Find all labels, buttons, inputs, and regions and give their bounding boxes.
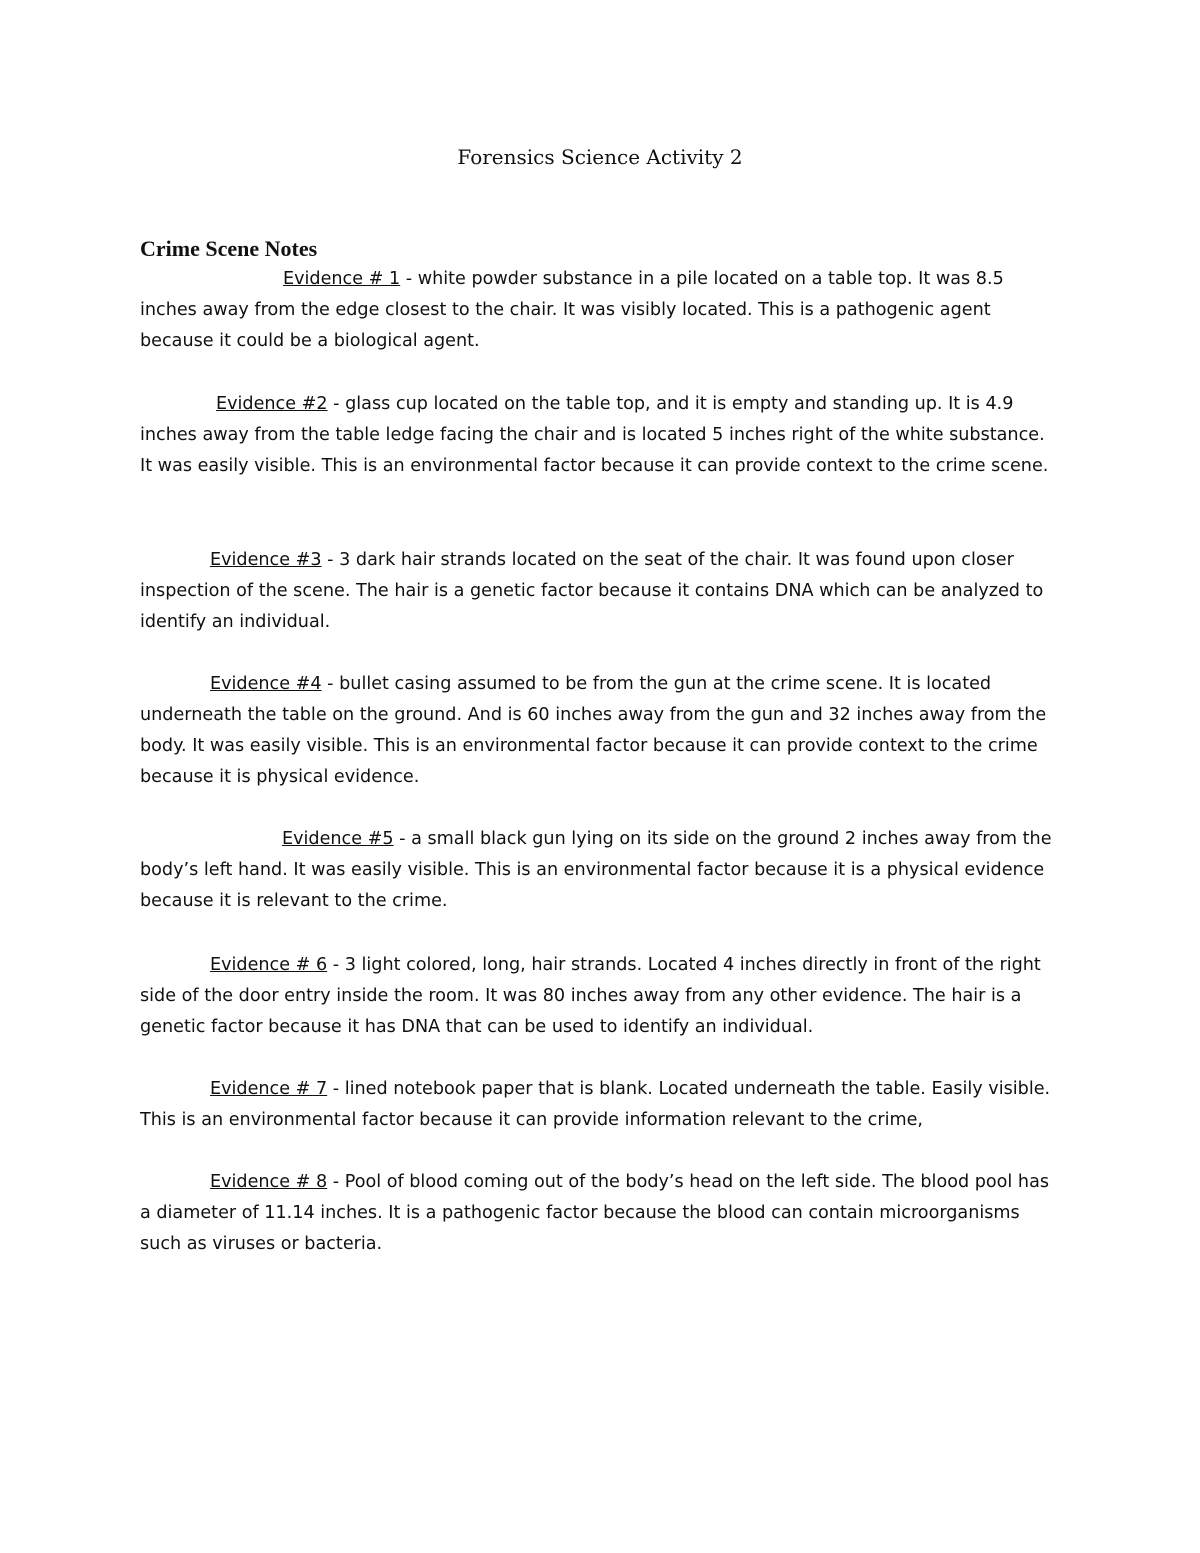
evidence-text-2: - glass cup located on the table top, and it is empty and standing up. It is 4.9 inches away from the table ledge facing the chair and is located 5 inches right of the white substance. It was easily visible. This is an environmental factor because it can provide context to the crime scene. xyxy=(140,394,1049,476)
evidence-paragraph-2 xyxy=(140,389,1060,482)
evidence-label-1: Evidence # 1 xyxy=(283,269,401,289)
evidence-label-4: Evidence #4 xyxy=(210,674,322,694)
evidence-paragraph-4 xyxy=(140,669,1060,793)
evidence-paragraph-8 xyxy=(140,1167,1060,1260)
section-heading: Crime Scene Notes xyxy=(140,236,318,261)
evidence-paragraph-6 xyxy=(140,950,1060,1043)
evidence-text-4: - bullet casing assumed to be from the gun at the crime scene. It is located underneath the table on the ground. And is 60 inches away from the gun and 32 inches away from the body. It was easily visible. This is an environmental factor because it can provide context to the crime because it is physical evidence. xyxy=(140,674,1047,787)
evidence-text-3: - 3 dark hair strands located on the seat of the chair. It was found upon closer inspection of the scene. The hair is a genetic factor because it contains DNA which can be analyzed to identify an individual. xyxy=(140,550,1044,632)
evidence-text-8: - Pool of blood coming out of the body’s head on the left side. The blood pool has a diameter of 11.14 inches. It is a pathogenic factor because the blood can contain microorganisms such as viruses or bacteria. xyxy=(140,1172,1050,1254)
evidence-text-1: - white powder substance in a pile located on a table top. It was 8.5 inches away from the edge closest to the chair. It was visibly located. This is a pathogenic agent because it could be a biological agent. xyxy=(140,269,1004,351)
evidence-label-3: Evidence #3 xyxy=(210,550,322,570)
evidence-paragraph-1 xyxy=(140,264,1060,357)
evidence-label-2: Evidence #2 xyxy=(216,394,328,414)
evidence-text-7: - lined notebook paper that is blank. Located underneath the table. Easily visible. This is an environmental factor because it can provide information relevant to the crime, xyxy=(140,1079,1051,1130)
evidence-paragraph-7 xyxy=(140,1074,1060,1136)
evidence-label-5: Evidence #5 xyxy=(282,829,394,849)
evidence-label-6: Evidence # 6 xyxy=(210,955,328,975)
evidence-paragraph-5 xyxy=(140,824,1060,917)
evidence-label-7: Evidence # 7 xyxy=(210,1079,328,1099)
evidence-text-5: - a small black gun lying on its side on the ground 2 inches away from the body’s left hand. It was easily visible. This is an environmental factor because it is a physical evidence because it is relevant to the crime. xyxy=(140,829,1052,911)
document-title: Forensics Science Activity 2 xyxy=(457,145,743,169)
evidence-paragraph-3 xyxy=(140,545,1060,638)
evidence-label-8: Evidence # 8 xyxy=(210,1172,328,1192)
evidence-text-6: - 3 light colored, long, hair strands. Located 4 inches directly in front of the right side of the door entry inside the room. It was 80 inches away from any other evidence. The hair is a genetic factor because it has DNA that can be used to identify an individual. xyxy=(140,955,1041,1037)
